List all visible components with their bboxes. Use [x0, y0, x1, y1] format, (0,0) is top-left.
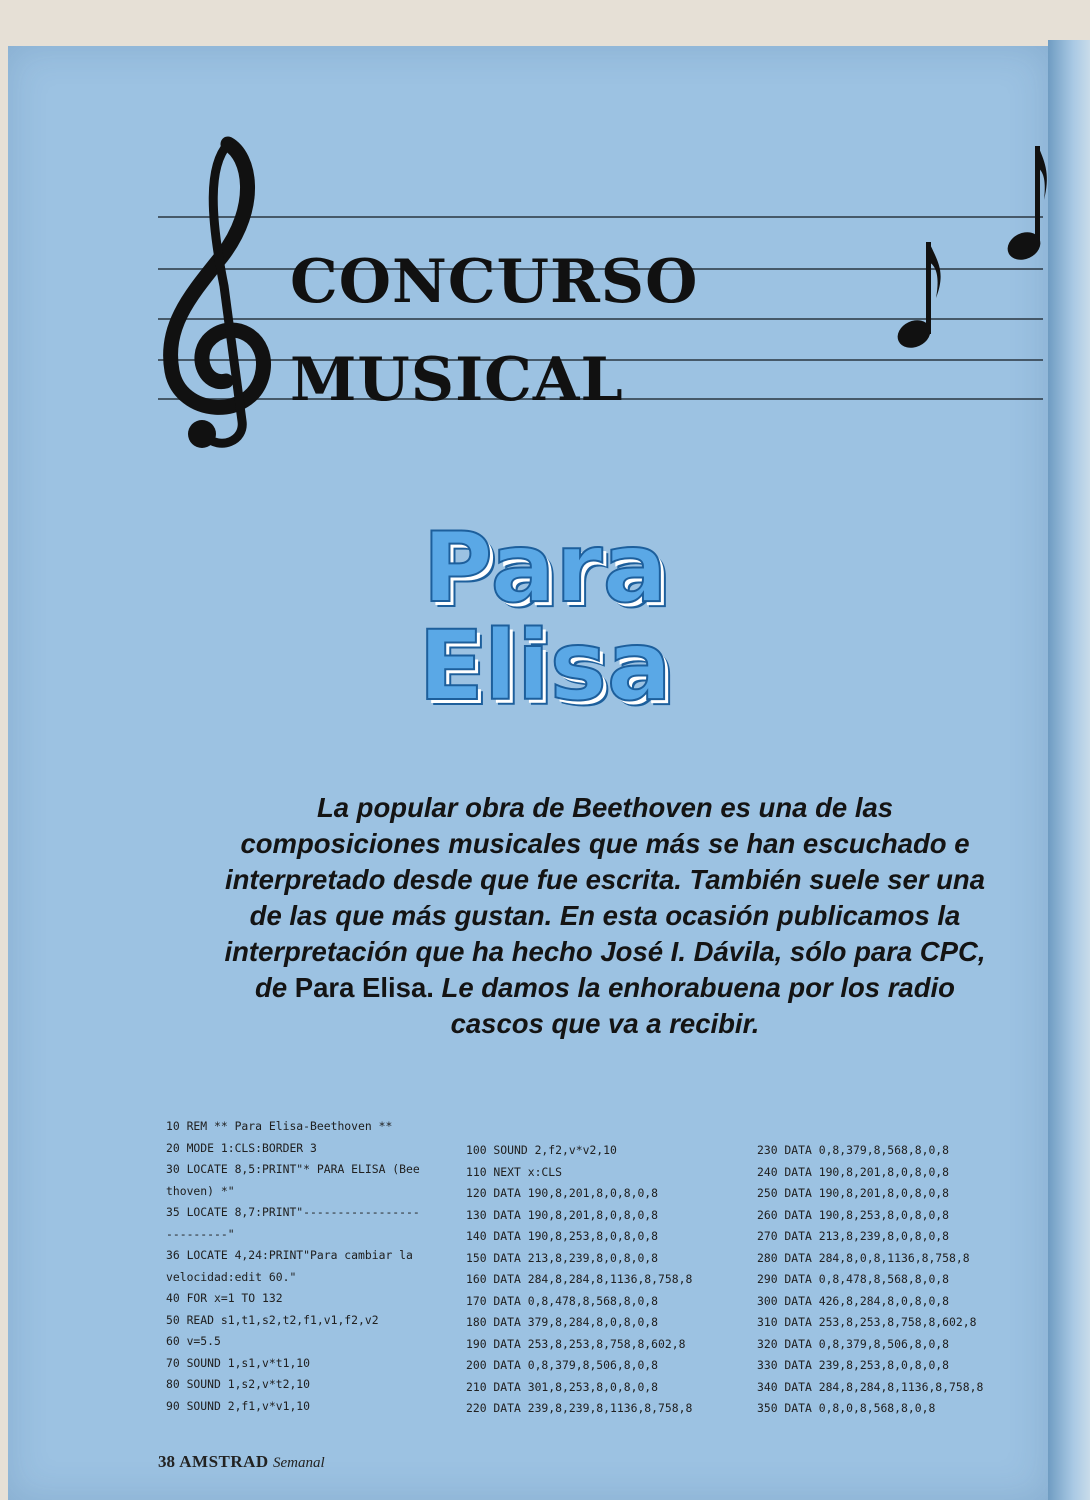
intro-title-ref: Para Elisa. [287, 972, 434, 1003]
staff-line [158, 216, 1043, 218]
article-headline-line2: Elisa [418, 610, 672, 722]
magazine-edition: Semanal [272, 1455, 325, 1471]
magazine-spine [1048, 40, 1090, 1500]
code-line: 60 v=5.5 [166, 1334, 221, 1348]
magazine-name: AMSTRAD [179, 1452, 269, 1471]
code-line: 35 LOCATE 8,7:PRINT"----------------- [166, 1205, 420, 1219]
code-line: 340 DATA 284,8,284,8,1136,8,758,8 [757, 1379, 984, 1394]
code-line: 270 DATA 213,8,239,8,0,8,0,8 [757, 1229, 950, 1243]
eighth-note-icon [896, 232, 946, 356]
intro-paragraph [220, 790, 990, 1042]
code-line: 240 DATA 190,8,201,8,0,8,0,8 [757, 1164, 950, 1179]
code-line: 10 REM ** Para Elisa-Beethoven ** [166, 1119, 393, 1133]
page-number: 38 [158, 1452, 175, 1471]
code-line: 230 DATA 0,8,379,8,568,8,0,8 [757, 1143, 950, 1157]
code-line: 210 DATA 301,8,253,8,0,8,0,8 [466, 1379, 659, 1394]
code-line: 90 SOUND 2,f1,v*v1,10 [166, 1398, 311, 1413]
section-title-musical: MUSICAL [290, 345, 624, 415]
code-line: 190 DATA 253,8,253,8,758,8,602,8 [466, 1336, 686, 1351]
code-line: 80 SOUND 1,s2,v*t2,10 [166, 1377, 311, 1391]
code-line: 160 DATA 284,8,284,8,1136,8,758,8 [466, 1272, 693, 1286]
code-line: 290 DATA 0,8,478,8,568,8,0,8 [757, 1272, 950, 1286]
code-line: 20 MODE 1:CLS:BORDER 3 [166, 1140, 317, 1155]
code-line: 70 SOUND 1,s1,v*t1,10 [166, 1355, 311, 1370]
code-line: 110 NEXT x:CLS [466, 1164, 563, 1179]
section-title-concurso: CONCURSO [290, 247, 699, 317]
code-line: 320 DATA 0,8,379,8,506,8,0,8 [757, 1336, 950, 1351]
treble-clef-icon [150, 136, 290, 456]
code-line: 280 DATA 284,8,0,8,1136,8,758,8 [757, 1250, 970, 1265]
intro-text: La popular obra de Beethoven es una de las composiciones musicales que más se han escuchado e interpretado desde que fue escrita. También suele ser una de las que más gustan. En esta ocasión publicamos la interpretación que ha hecho José I. Dávila, sólo para CPC, de [224, 792, 986, 1003]
eighth-note-icon [1004, 140, 1050, 264]
code-line: 300 DATA 426,8,284,8,0,8,0,8 [757, 1293, 950, 1308]
code-line: 350 DATA 0,8,0,8,568,8,0,8 [757, 1401, 936, 1415]
code-line: thoven) *" [166, 1183, 235, 1198]
code-line: 130 DATA 190,8,201,8,0,8,0,8 [466, 1207, 659, 1222]
code-line: 120 DATA 190,8,201,8,0,8,0,8 [466, 1186, 659, 1200]
article-headline-line1: Para [422, 512, 668, 624]
code-line: 100 SOUND 2,f2,v*v2,10 [466, 1143, 617, 1157]
code-line: 330 DATA 239,8,253,8,0,8,0,8 [757, 1358, 950, 1372]
intro-text: Le damos la enhorabuena por los radio cascos que va a recibir. [433, 972, 955, 1039]
code-listing-column-2 [466, 1140, 692, 1420]
code-line: ---------" [166, 1226, 235, 1241]
code-line: 260 DATA 190,8,253,8,0,8,0,8 [757, 1207, 950, 1222]
code-listing-column-3 [757, 1140, 983, 1420]
code-line: 40 FOR x=1 TO 132 [166, 1291, 283, 1305]
code-line: 170 DATA 0,8,478,8,568,8,0,8 [466, 1293, 659, 1308]
code-line: velocidad:edit 60." [166, 1269, 297, 1284]
code-line: 200 DATA 0,8,379,8,506,8,0,8 [466, 1358, 659, 1372]
code-line: 30 LOCATE 8,5:PRINT"* PARA ELISA (Bee [166, 1162, 420, 1176]
code-line: 250 DATA 190,8,201,8,0,8,0,8 [757, 1186, 950, 1200]
code-line: 310 DATA 253,8,253,8,758,8,602,8 [757, 1315, 977, 1329]
code-line: 36 LOCATE 4,24:PRINT"Para cambiar la [166, 1248, 413, 1262]
code-line: 140 DATA 190,8,253,8,0,8,0,8 [466, 1229, 659, 1243]
code-line: 50 READ s1,t1,s2,t2,f1,v1,f2,v2 [166, 1312, 379, 1327]
code-listing-column-1 [166, 1116, 420, 1417]
code-line: 150 DATA 213,8,239,8,0,8,0,8 [466, 1250, 659, 1265]
page-footer [158, 1452, 325, 1472]
code-line: 220 DATA 239,8,239,8,1136,8,758,8 [466, 1401, 693, 1415]
code-line: 180 DATA 379,8,284,8,0,8,0,8 [466, 1315, 659, 1329]
